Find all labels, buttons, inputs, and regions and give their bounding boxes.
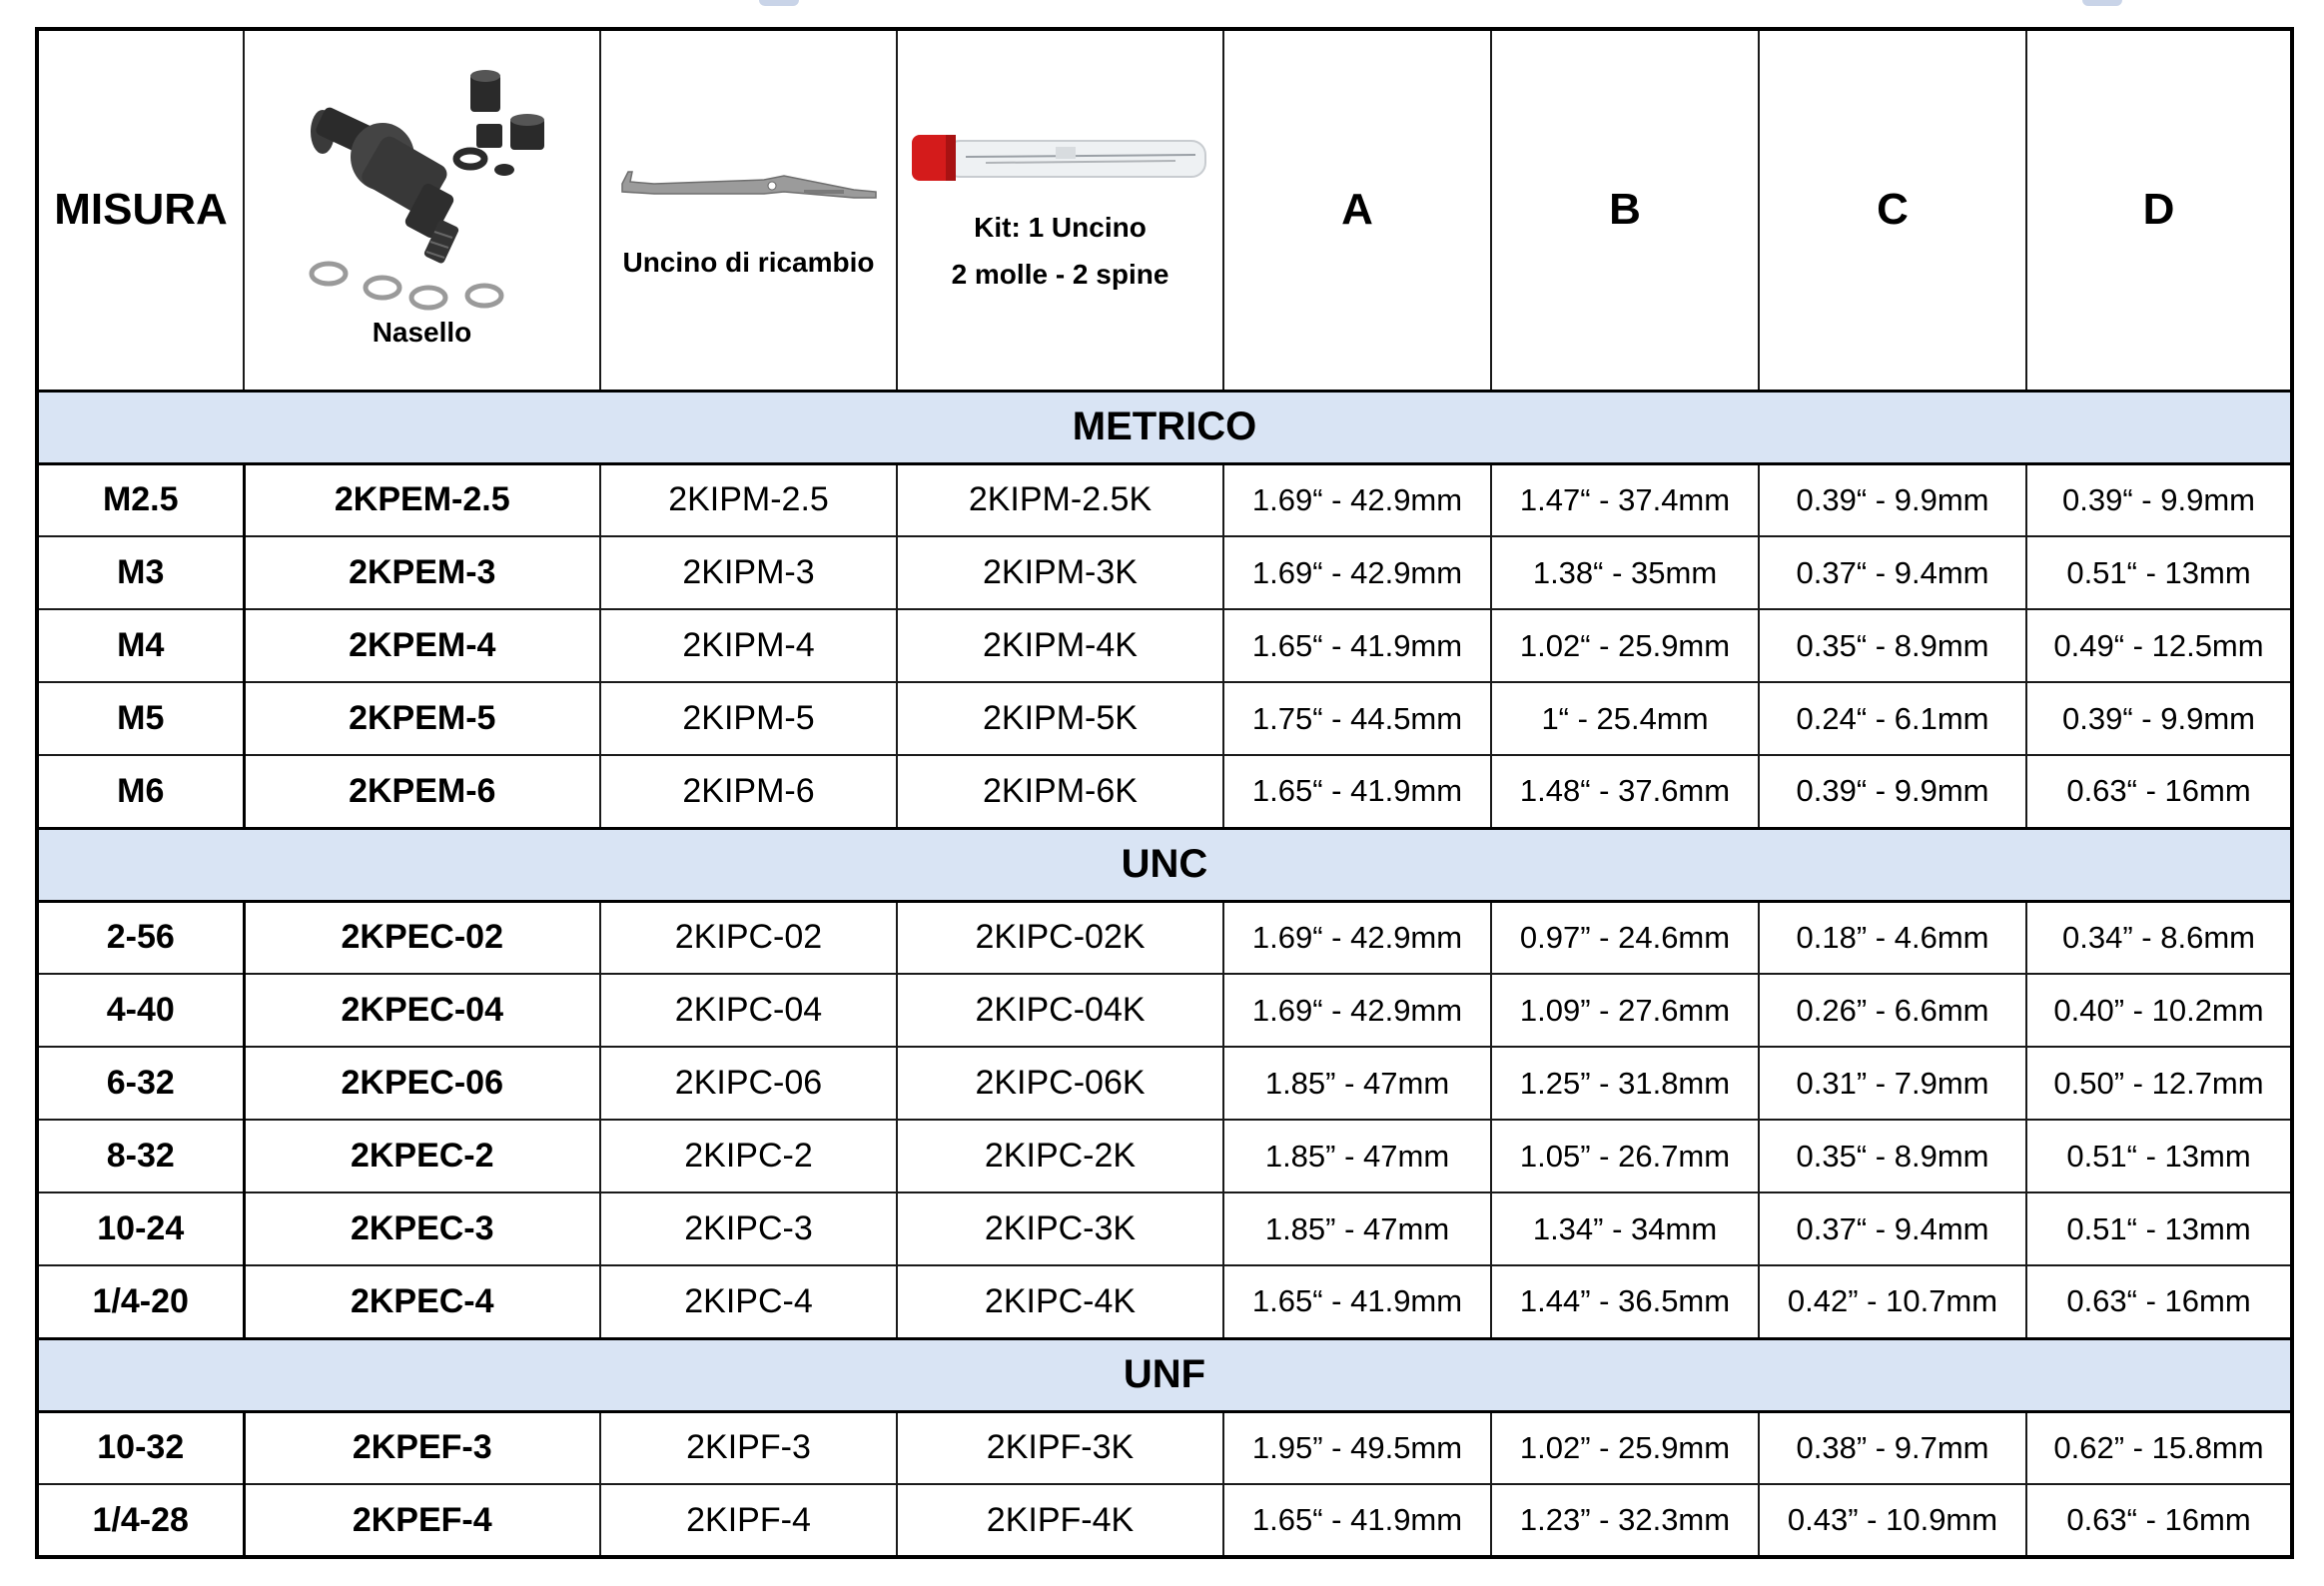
dimension-c-cell: 0.37“ - 9.4mm: [1759, 536, 2026, 609]
header-misura: MISURA: [37, 29, 244, 391]
dimension-a-cell: 1.65“ - 41.9mm: [1223, 1484, 1491, 1557]
nasello-code-cell: 2KPEC-2: [244, 1120, 600, 1192]
dimension-c-cell: 0.26” - 6.6mm: [1759, 974, 2026, 1047]
dimension-a-cell: 1.65“ - 41.9mm: [1223, 609, 1491, 682]
dimension-d-cell: 0.34” - 8.6mm: [2026, 901, 2292, 974]
section-title: UNC: [37, 828, 2292, 901]
dimension-c-cell: 0.18” - 4.6mm: [1759, 901, 2026, 974]
kit-code-cell: 2KIPM-5K: [897, 682, 1223, 755]
kit-code-cell: 2KIPF-4K: [897, 1484, 1223, 1557]
dimension-b-cell: 1.48“ - 37.6mm: [1491, 755, 1759, 828]
table-row: [37, 755, 2292, 828]
dimension-c-cell: 0.38” - 9.7mm: [1759, 1411, 2026, 1484]
dimension-a-cell: 1.65“ - 41.9mm: [1223, 1265, 1491, 1338]
table-body: [37, 391, 2292, 1557]
dimension-d-cell: 0.51“ - 13mm: [2026, 536, 2292, 609]
dimension-d-cell: 0.63“ - 16mm: [2026, 1265, 2292, 1338]
dimension-a-cell: 1.85” - 47mm: [1223, 1120, 1491, 1192]
dimension-d-cell: 0.51“ - 13mm: [2026, 1120, 2292, 1192]
dimension-b-cell: 1.47“ - 37.4mm: [1491, 463, 1759, 536]
dimension-c-cell: 0.37“ - 9.4mm: [1759, 1192, 2026, 1265]
misura-cell: M4: [37, 609, 244, 682]
dimension-a-cell: 1.85” - 47mm: [1223, 1192, 1491, 1265]
section-title: METRICO: [37, 391, 2292, 463]
dimension-c-cell: 0.39“ - 9.9mm: [1759, 463, 2026, 536]
header-a: A: [1223, 29, 1491, 391]
dimension-b-cell: 1.34” - 34mm: [1491, 1192, 1759, 1265]
dimension-d-cell: 0.51“ - 13mm: [2026, 1192, 2292, 1265]
table-row: [37, 1192, 2292, 1265]
nasello-code-cell: 2KPEM-2.5: [244, 463, 600, 536]
kit-code-cell: 2KIPM-4K: [897, 609, 1223, 682]
dimension-b-cell: 1“ - 25.4mm: [1491, 682, 1759, 755]
nasello-code-cell: 2KPEF-4: [244, 1484, 600, 1557]
table-row: [37, 1120, 2292, 1192]
table-row: [37, 463, 2292, 536]
kit-code-cell: 2KIPC-4K: [897, 1265, 1223, 1338]
misura-cell: 1/4-28: [37, 1484, 244, 1557]
header-d: D: [2026, 29, 2292, 391]
uncino-code-cell: 2KIPM-4: [600, 609, 897, 682]
dimension-d-cell: 0.49“ - 12.5mm: [2026, 609, 2292, 682]
header-b: B: [1491, 29, 1759, 391]
uncino-code-cell: 2KIPC-2: [600, 1120, 897, 1192]
uncino-code-cell: 2KIPC-04: [600, 974, 897, 1047]
dimension-b-cell: 1.05” - 26.7mm: [1491, 1120, 1759, 1192]
misura-cell: M3: [37, 536, 244, 609]
dimension-a-cell: 1.65“ - 41.9mm: [1223, 755, 1491, 828]
nasello-code-cell: 2KPEC-4: [244, 1265, 600, 1338]
table-row: [37, 901, 2292, 974]
kit-code-cell: 2KIPC-3K: [897, 1192, 1223, 1265]
uncino-code-cell: 2KIPM-3: [600, 536, 897, 609]
spec-table: [35, 27, 2294, 1559]
uncino-code-cell: 2KIPC-02: [600, 901, 897, 974]
uncino-code-cell: 2KIPC-06: [600, 1047, 897, 1120]
dimension-a-cell: 1.75“ - 44.5mm: [1223, 682, 1491, 755]
uncino-code-cell: 2KIPM-5: [600, 682, 897, 755]
kit-code-cell: 2KIPM-2.5K: [897, 463, 1223, 536]
table-row: [37, 1047, 2292, 1120]
nasello-caption: Nasello: [372, 316, 472, 348]
header-row: [37, 29, 2292, 391]
uncino-code-cell: 2KIPM-2.5: [600, 463, 897, 536]
table-row: [37, 1411, 2292, 1484]
misura-cell: 10-24: [37, 1192, 244, 1265]
dimension-c-cell: 0.39“ - 9.9mm: [1759, 755, 2026, 828]
dimension-a-cell: 1.69“ - 42.9mm: [1223, 901, 1491, 974]
dimension-c-cell: 0.35“ - 8.9mm: [1759, 609, 2026, 682]
uncino-code-cell: 2KIPC-3: [600, 1192, 897, 1265]
dimension-d-cell: 0.62” - 15.8mm: [2026, 1411, 2292, 1484]
dimension-b-cell: 1.25” - 31.8mm: [1491, 1047, 1759, 1120]
dimension-b-cell: 1.44” - 36.5mm: [1491, 1265, 1759, 1338]
uncino-caption: Uncino di ricambio: [622, 246, 875, 278]
table-row: [37, 1484, 2292, 1557]
dimension-a-cell: 1.85” - 47mm: [1223, 1047, 1491, 1120]
dimension-c-cell: 0.43” - 10.9mm: [1759, 1484, 2026, 1557]
dimension-c-cell: 0.42” - 10.7mm: [1759, 1265, 2026, 1338]
kit-code-cell: 2KIPC-2K: [897, 1120, 1223, 1192]
nasello-tool-image: [263, 62, 582, 312]
nasello-code-cell: 2KPEC-02: [244, 901, 600, 974]
nasello-code-cell: 2KPEM-3: [244, 536, 600, 609]
dimension-d-cell: 0.39“ - 9.9mm: [2026, 463, 2292, 536]
nasello-code-cell: 2KPEM-6: [244, 755, 600, 828]
top-edge-decoration: [2082, 0, 2122, 6]
nasello-code-cell: 2KPEC-04: [244, 974, 600, 1047]
table-row: [37, 609, 2292, 682]
kit-code-cell: 2KIPC-02K: [897, 901, 1223, 974]
misura-cell: 6-32: [37, 1047, 244, 1120]
misura-cell: 8-32: [37, 1120, 244, 1192]
kit-caption-line1: Kit: 1 Uncino: [974, 212, 1147, 244]
dimension-c-cell: 0.35“ - 8.9mm: [1759, 1120, 2026, 1192]
table-row: [37, 974, 2292, 1047]
kit-code-cell: 2KIPM-6K: [897, 755, 1223, 828]
nasello-code-cell: 2KPEF-3: [244, 1411, 600, 1484]
dimension-b-cell: 0.97” - 24.6mm: [1491, 901, 1759, 974]
misura-cell: M2.5: [37, 463, 244, 536]
misura-cell: 1/4-20: [37, 1265, 244, 1338]
dimension-a-cell: 1.69“ - 42.9mm: [1223, 463, 1491, 536]
uncino-code-cell: 2KIPM-6: [600, 755, 897, 828]
nasello-code-cell: 2KPEC-3: [244, 1192, 600, 1265]
section-row: [37, 828, 2292, 901]
header-kit: [897, 29, 1223, 391]
misura-cell: M5: [37, 682, 244, 755]
dimension-b-cell: 1.09” - 27.6mm: [1491, 974, 1759, 1047]
top-edge-decoration: [759, 0, 799, 6]
dimension-b-cell: 1.02” - 25.9mm: [1491, 1411, 1759, 1484]
uncino-code-cell: 2KIPC-4: [600, 1265, 897, 1338]
dimension-b-cell: 1.23” - 32.3mm: [1491, 1484, 1759, 1557]
misura-cell: 10-32: [37, 1411, 244, 1484]
nasello-code-cell: 2KPEM-5: [244, 682, 600, 755]
misura-cell: M6: [37, 755, 244, 828]
dimension-d-cell: 0.39“ - 9.9mm: [2026, 682, 2292, 755]
dimension-d-cell: 0.63“ - 16mm: [2026, 755, 2292, 828]
section-title: UNF: [37, 1338, 2292, 1411]
table-row: [37, 1265, 2292, 1338]
dimension-d-cell: 0.40” - 10.2mm: [2026, 974, 2292, 1047]
dimension-d-cell: 0.50” - 12.7mm: [2026, 1047, 2292, 1120]
table-row: [37, 536, 2292, 609]
kit-tube-image: [906, 117, 1215, 207]
header-c: C: [1759, 29, 2026, 391]
uncino-code-cell: 2KIPF-4: [600, 1484, 897, 1557]
dimension-c-cell: 0.31” - 7.9mm: [1759, 1047, 2026, 1120]
dimension-c-cell: 0.24“ - 6.1mm: [1759, 682, 2026, 755]
dimension-a-cell: 1.95” - 49.5mm: [1223, 1411, 1491, 1484]
table-row: [37, 682, 2292, 755]
kit-code-cell: 2KIPM-3K: [897, 536, 1223, 609]
kit-code-cell: 2KIPC-04K: [897, 974, 1223, 1047]
dimension-d-cell: 0.63“ - 16mm: [2026, 1484, 2292, 1557]
header-uncino: [600, 29, 897, 391]
replacement-hook-image: [614, 132, 884, 242]
dimension-b-cell: 1.02“ - 25.9mm: [1491, 609, 1759, 682]
dimension-a-cell: 1.69“ - 42.9mm: [1223, 974, 1491, 1047]
misura-cell: 4-40: [37, 974, 244, 1047]
kit-code-cell: 2KIPC-06K: [897, 1047, 1223, 1120]
dimension-a-cell: 1.69“ - 42.9mm: [1223, 536, 1491, 609]
nasello-code-cell: 2KPEM-4: [244, 609, 600, 682]
kit-caption-line2: 2 molle - 2 spine: [951, 259, 1169, 291]
kit-code-cell: 2KIPF-3K: [897, 1411, 1223, 1484]
dimension-b-cell: 1.38“ - 35mm: [1491, 536, 1759, 609]
misura-cell: 2-56: [37, 901, 244, 974]
section-row: [37, 1338, 2292, 1411]
section-row: [37, 391, 2292, 463]
uncino-code-cell: 2KIPF-3: [600, 1411, 897, 1484]
header-nasello: [244, 29, 600, 391]
nasello-code-cell: 2KPEC-06: [244, 1047, 600, 1120]
